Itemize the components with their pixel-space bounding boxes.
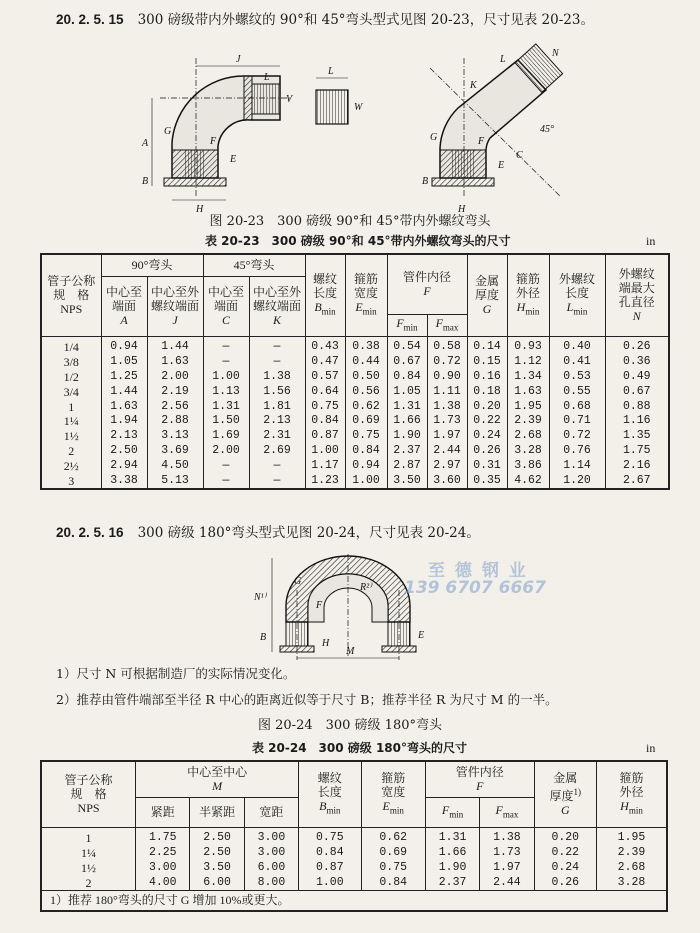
value-cell: 3.00	[244, 845, 298, 860]
section-number: 20. 2. 5. 16	[56, 525, 124, 540]
value-cell: 2.25	[136, 845, 190, 860]
value-cell: 0.20	[534, 827, 596, 845]
value-cell: 0.20	[467, 399, 507, 414]
value-cell: 1.00	[203, 369, 249, 384]
value-cell: 1.95	[507, 399, 549, 414]
header-b: 螺纹 长度 $B_{min}$	[299, 761, 361, 827]
value-cell: 1.12	[507, 354, 549, 369]
value-cell: 2.97	[427, 459, 467, 474]
value-cell: 0.62	[345, 399, 387, 414]
svg-text:F: F	[210, 136, 217, 147]
table-20-24	[40, 760, 668, 912]
value-cell: 0.84	[299, 845, 361, 860]
nps-cell: 2½	[41, 459, 101, 474]
svg-text:C: C	[516, 150, 523, 161]
value-cell: 1.66	[425, 845, 479, 860]
value-cell: 0.93	[507, 336, 549, 354]
value-cell: 3.50	[190, 860, 244, 875]
value-cell: 1.50	[203, 414, 249, 429]
value-cell: —	[249, 336, 305, 354]
nps-cell: 3/4	[41, 384, 101, 399]
value-cell: 1.20	[549, 474, 605, 490]
value-cell: 0.40	[549, 336, 605, 354]
nps-cell: 3	[41, 474, 101, 490]
header-fmin: $F_{min}$	[425, 797, 479, 827]
value-cell: 0.54	[387, 336, 427, 354]
value-cell: 1.00	[299, 875, 361, 890]
value-cell: 1.44	[147, 336, 203, 354]
header-l: 外螺纹 长度 $L_{min}$	[549, 254, 605, 336]
value-cell: 3.60	[427, 474, 467, 490]
value-cell: 2.31	[249, 429, 305, 444]
value-cell: 1.73	[427, 414, 467, 429]
value-cell: 1.17	[305, 459, 345, 474]
table-row	[41, 336, 669, 354]
value-cell: 1.38	[249, 369, 305, 384]
value-cell: 0.50	[345, 369, 387, 384]
value-cell: 3.00	[136, 860, 190, 875]
nps-cell: 1	[41, 827, 136, 845]
value-cell: 0.94	[345, 459, 387, 474]
value-cell: 0.18	[467, 384, 507, 399]
value-cell: 0.38	[345, 336, 387, 354]
value-cell: 1.23	[305, 474, 345, 490]
value-cell: 2.39	[596, 845, 667, 860]
value-cell: 4.00	[136, 875, 190, 890]
table-20-24-unit: in	[646, 741, 656, 755]
svg-text:N: N	[552, 48, 559, 59]
elbow-90-drawing	[141, 54, 294, 215]
table-row	[41, 444, 669, 459]
value-cell: 0.49	[605, 369, 669, 384]
table-row	[41, 414, 669, 429]
value-cell: 8.00	[244, 875, 298, 890]
label-f: F	[316, 600, 323, 611]
nps-cell: 1½	[41, 860, 136, 875]
value-cell: 3.69	[147, 444, 203, 459]
value-cell: —	[249, 354, 305, 369]
value-cell: 0.67	[387, 354, 427, 369]
value-cell: 0.58	[427, 336, 467, 354]
label-n: N¹⁾	[254, 592, 267, 603]
value-cell: 1.75	[136, 827, 190, 845]
nps-cell: 1½	[41, 429, 101, 444]
value-cell: 0.75	[345, 429, 387, 444]
value-cell: 0.36	[605, 354, 669, 369]
nps-cell: 1¼	[41, 845, 136, 860]
header-a: 中心至 端面 A	[101, 276, 147, 336]
value-cell: 1.75	[605, 444, 669, 459]
value-cell: 1.56	[249, 384, 305, 399]
value-cell: 1.44	[101, 384, 147, 399]
value-cell: 0.56	[345, 384, 387, 399]
table-row	[41, 459, 669, 474]
header-fmax: $F_{max}$	[480, 797, 534, 827]
value-cell: 0.16	[467, 369, 507, 384]
table-20-23-body	[41, 336, 669, 489]
value-cell: 0.22	[534, 845, 596, 860]
figure-20-23-caption: 图 20-23 300 磅级 90°和 45°带内外螺纹弯头	[209, 214, 491, 229]
header-90-elbow: 90°弯头	[101, 254, 203, 276]
header-45-elbow: 45°弯头	[203, 254, 305, 276]
header-fmax: $F_{max}$	[427, 314, 467, 336]
svg-text:A: A	[142, 138, 149, 149]
table-20-23-unit: in	[646, 234, 656, 248]
value-cell: 1.31	[203, 399, 249, 414]
svg-text:J: J	[236, 54, 241, 65]
value-cell: 0.57	[305, 369, 345, 384]
value-cell: 2.67	[605, 474, 669, 490]
value-cell: 1.35	[605, 429, 669, 444]
value-cell: 0.15	[467, 354, 507, 369]
value-cell: 0.75	[305, 399, 345, 414]
table-20-24-caption: 表 20-24 300 磅级 180°弯头的尺寸	[252, 741, 468, 755]
value-cell: 0.14	[467, 336, 507, 354]
table-row	[41, 845, 667, 860]
value-cell: 0.72	[427, 354, 467, 369]
svg-text:G: G	[430, 132, 438, 143]
nps-cell: 3/8	[41, 354, 101, 369]
value-cell: 0.88	[605, 399, 669, 414]
value-cell: 0.55	[549, 384, 605, 399]
value-cell: —	[203, 474, 249, 490]
header-open: 宽距	[244, 797, 298, 827]
value-cell: 0.90	[427, 369, 467, 384]
value-cell: 0.71	[549, 414, 605, 429]
section-heading-2	[56, 521, 480, 541]
value-cell: 2.37	[387, 444, 427, 459]
value-cell: 4.50	[147, 459, 203, 474]
value-cell: 1.31	[387, 399, 427, 414]
section-text: 300 磅级 180°弯头型式见图 20-24，尺寸见表 20-24。	[137, 525, 480, 541]
value-cell: 1.69	[203, 429, 249, 444]
value-cell: 3.86	[507, 459, 549, 474]
value-cell: 0.47	[305, 354, 345, 369]
value-cell: 0.84	[305, 414, 345, 429]
table-row	[41, 875, 667, 890]
table-row	[41, 474, 669, 490]
svg-text:L: L	[264, 72, 270, 83]
label-r: R²⁾	[360, 582, 372, 593]
value-cell: 1.34	[507, 369, 549, 384]
header-j: 中心至外 螺纹端面 J	[147, 276, 203, 336]
header-nps: 管子公称 规 格 NPS	[41, 761, 136, 827]
figure-20-23-drawing	[140, 38, 590, 218]
value-cell: 3.00	[244, 827, 298, 845]
header-b: 螺纹 长度 $B_{min}$	[305, 254, 345, 336]
value-cell: 0.72	[549, 429, 605, 444]
value-cell: 0.84	[345, 444, 387, 459]
nps-cell: 2	[41, 444, 101, 459]
value-cell: 0.75	[361, 860, 425, 875]
header-f: 管件内径 F	[425, 761, 534, 797]
value-cell: 3.28	[507, 444, 549, 459]
value-cell: 0.87	[305, 429, 345, 444]
value-cell: 0.69	[345, 414, 387, 429]
value-cell: 1.90	[425, 860, 479, 875]
value-cell: 2.68	[596, 860, 667, 875]
value-cell: 2.88	[147, 414, 203, 429]
header-fmin: $F_{min}$	[387, 314, 427, 336]
elbow-45-drawing	[422, 44, 563, 215]
value-cell: —	[203, 354, 249, 369]
svg-text:W: W	[354, 102, 363, 113]
value-cell: 1.66	[387, 414, 427, 429]
value-cell: 1.90	[387, 429, 427, 444]
value-cell: 0.62	[361, 827, 425, 845]
value-cell: 0.76	[549, 444, 605, 459]
value-cell: 6.00	[190, 875, 244, 890]
header-h: 箍筋 外径 $H_{min}$	[596, 761, 667, 827]
value-cell: 1.94	[101, 414, 147, 429]
value-cell: 2.16	[605, 459, 669, 474]
value-cell: 2.00	[147, 369, 203, 384]
value-cell: 0.84	[361, 875, 425, 890]
value-cell: 1.13	[203, 384, 249, 399]
table-20-23	[40, 253, 670, 490]
table-row	[41, 827, 667, 845]
header-g: 金属 厚度 G	[467, 254, 507, 336]
value-cell: 0.31	[467, 459, 507, 474]
table-row	[41, 399, 669, 414]
value-cell: 0.24	[534, 860, 596, 875]
svg-text:B: B	[422, 176, 429, 187]
value-cell: 0.26	[467, 444, 507, 459]
nps-cell: 2	[41, 875, 136, 890]
value-cell: —	[203, 336, 249, 354]
figure-note-1: 1）尺寸 N 可根据制造厂的实际情况变化。	[56, 666, 296, 681]
nps-cell: 1/4	[41, 336, 101, 354]
value-cell: 2.50	[101, 444, 147, 459]
value-cell: 3.28	[596, 875, 667, 890]
table-row	[41, 429, 669, 444]
value-cell: 1.97	[427, 429, 467, 444]
svg-text:G: G	[164, 126, 172, 137]
pipe-end-drawing	[316, 66, 364, 124]
svg-text:E: E	[498, 160, 505, 171]
header-medium: 半紧距	[190, 797, 244, 827]
value-cell: 2.50	[190, 845, 244, 860]
header-m: 中心至中心 M	[136, 761, 299, 797]
value-cell: 0.53	[549, 369, 605, 384]
value-cell: 6.00	[244, 860, 298, 875]
value-cell: 2.44	[480, 875, 534, 890]
label-g: G	[294, 576, 302, 587]
svg-text:B: B	[142, 176, 149, 187]
section-heading-1	[56, 8, 594, 28]
value-cell: 2.50	[190, 827, 244, 845]
header-e: 箍筋 宽度 $E_{min}$	[361, 761, 425, 827]
header-e: 箍筋 宽度 $E_{min}$	[345, 254, 387, 336]
svg-text:K: K	[470, 80, 477, 91]
value-cell: 4.62	[507, 474, 549, 490]
value-cell: 2.87	[387, 459, 427, 474]
value-cell: 0.94	[101, 336, 147, 354]
value-cell: 1.14	[549, 459, 605, 474]
svg-text:V: V	[286, 94, 293, 105]
nps-cell: 1¼	[41, 414, 101, 429]
table-20-24-footnote: 1）推荐 180°弯头的尺寸 G 增加 10%或更大。	[41, 891, 667, 911]
value-cell: 0.67	[605, 384, 669, 399]
table-20-23-caption: 表 20-23 300 磅级 90°和 45°带内外螺纹弯头的尺寸	[205, 234, 511, 248]
value-cell: 0.75	[299, 827, 361, 845]
table-row	[41, 354, 669, 369]
value-cell: 2.37	[425, 875, 479, 890]
value-cell: 0.24	[467, 429, 507, 444]
value-cell: 3.50	[387, 474, 427, 490]
value-cell: 2.00	[203, 444, 249, 459]
value-cell: 0.87	[299, 860, 361, 875]
value-cell: 1.05	[101, 354, 147, 369]
label-e: E	[418, 630, 425, 641]
value-cell: 0.35	[467, 474, 507, 490]
value-cell: 0.41	[549, 354, 605, 369]
value-cell: 1.31	[425, 827, 479, 845]
svg-text:H: H	[458, 204, 466, 215]
value-cell: 1.95	[596, 827, 667, 845]
value-cell: —	[249, 474, 305, 490]
value-cell: 1.63	[507, 384, 549, 399]
value-cell: 2.56	[147, 399, 203, 414]
value-cell: 3.38	[101, 474, 147, 490]
value-cell: 1.38	[480, 827, 534, 845]
value-cell: 1.97	[480, 860, 534, 875]
nps-cell: 1/2	[41, 369, 101, 384]
value-cell: 1.63	[147, 354, 203, 369]
value-cell: 2.94	[101, 459, 147, 474]
value-cell: 1.63	[101, 399, 147, 414]
header-n: 外螺纹 端最大 孔直径 N	[605, 254, 669, 336]
header-close: 紧距	[136, 797, 190, 827]
value-cell: 1.16	[605, 414, 669, 429]
value-cell: 2.19	[147, 384, 203, 399]
value-cell: 1.38	[427, 399, 467, 414]
table-row	[41, 384, 669, 399]
value-cell: 0.64	[305, 384, 345, 399]
value-cell: 1.00	[305, 444, 345, 459]
watermark-company: 至 德 钢 业	[428, 561, 528, 581]
value-cell: 0.84	[387, 369, 427, 384]
value-cell: 5.13	[147, 474, 203, 490]
header-f: 管件内径 F	[387, 254, 467, 314]
label-b: B	[260, 632, 267, 643]
table-row	[41, 369, 669, 384]
value-cell: 0.26	[605, 336, 669, 354]
watermark-phone: 139 6707 6667	[404, 578, 546, 598]
svg-text:L: L	[328, 66, 334, 77]
svg-text:45°: 45°	[540, 124, 554, 135]
svg-text:F: F	[478, 136, 485, 147]
table-20-24-body	[41, 827, 667, 891]
value-cell: 1.73	[480, 845, 534, 860]
svg-text:L: L	[500, 54, 506, 65]
nps-cell: 1	[41, 399, 101, 414]
header-g: 金属 厚度$^{1)}$ G	[534, 761, 596, 827]
figure-note-2: 2）推荐由管件端部至半径 R 中心的距离近似等于尺寸 B；推荐半径 R 为尺寸 M 的一半。	[56, 692, 558, 707]
value-cell: 1.81	[249, 399, 305, 414]
value-cell: 1.05	[387, 384, 427, 399]
figure-20-24-caption: 图 20-24 300 磅级 180°弯头	[258, 718, 442, 733]
value-cell: —	[203, 459, 249, 474]
label-m: M	[346, 646, 355, 657]
value-cell: 0.22	[467, 414, 507, 429]
value-cell: 0.44	[345, 354, 387, 369]
header-k: 中心至外 螺纹端面 K	[249, 276, 305, 336]
svg-text:E: E	[230, 154, 237, 165]
value-cell: 1.00	[345, 474, 387, 490]
svg-text:H: H	[196, 204, 204, 215]
header-h: 箍筋 外径 $H_{min}$	[507, 254, 549, 336]
value-cell: 2.13	[249, 414, 305, 429]
table-row	[41, 860, 667, 875]
value-cell: 2.44	[427, 444, 467, 459]
value-cell: 1.25	[101, 369, 147, 384]
value-cell: 0.43	[305, 336, 345, 354]
value-cell: 0.69	[361, 845, 425, 860]
value-cell: 2.13	[101, 429, 147, 444]
header-nps: 管子公称 规 格 NPS	[41, 254, 101, 336]
value-cell: 2.68	[507, 429, 549, 444]
value-cell: 3.13	[147, 429, 203, 444]
section-number: 20. 2. 5. 15	[56, 12, 124, 27]
value-cell: 0.26	[534, 875, 596, 890]
section-text: 300 磅级带内外螺纹的 90°和 45°弯头型式见图 20-23，尺寸见表 20-23。	[137, 12, 594, 28]
value-cell: 0.68	[549, 399, 605, 414]
label-h: H	[322, 638, 330, 649]
value-cell: 2.69	[249, 444, 305, 459]
value-cell: —	[249, 459, 305, 474]
value-cell: 2.39	[507, 414, 549, 429]
header-c: 中心至 端面 C	[203, 276, 249, 336]
value-cell: 1.11	[427, 384, 467, 399]
elbow-180-drawing	[253, 554, 424, 660]
